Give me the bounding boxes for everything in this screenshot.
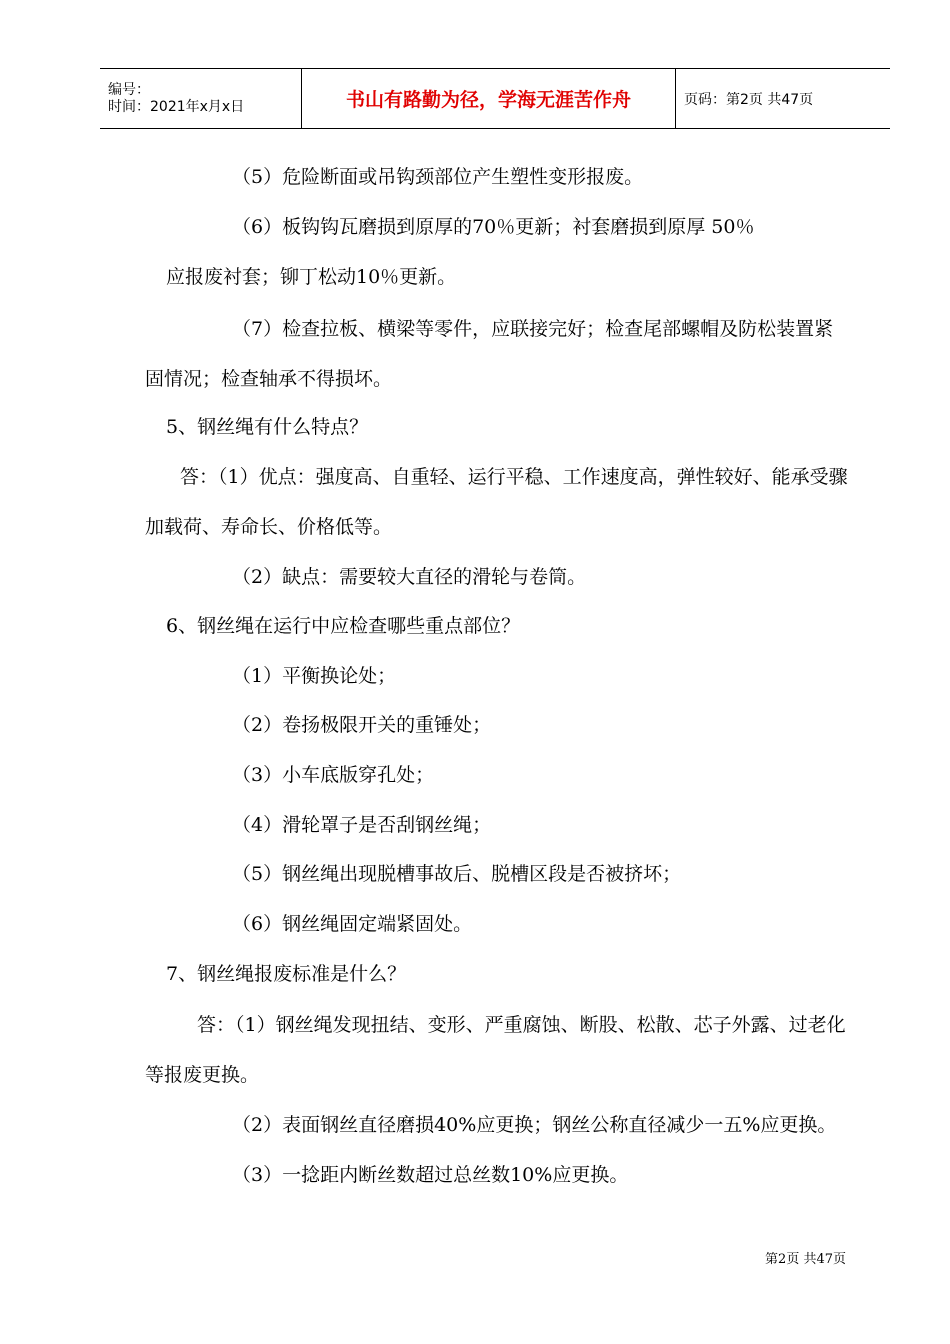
list-item: （1）平衡换论处； xyxy=(232,665,397,687)
header-motto: 书山有路勤为径，学海无涯苦作舟 xyxy=(302,69,676,128)
question-heading: 6、钢丝绳在运行中应检查哪些重点部位？ xyxy=(166,615,521,637)
time-label: 时间：2021年x月x日 xyxy=(108,98,245,115)
header-meta xyxy=(100,69,302,128)
paragraph-line: （3）一捻距内断丝数超过总丝数10%应更换。 xyxy=(232,1164,629,1186)
paragraph-line: （7）检查拉板、横梁等零件，应联接完好；检查尾部螺帽及防松装置紧 xyxy=(232,318,834,340)
paragraph-line: 等报废更换。 xyxy=(145,1064,260,1086)
paragraph-line: 答：（1）钢丝绳发现扭结、变形、严重腐蚀、断股、松散、芯子外露、过老化 xyxy=(197,1014,846,1036)
paragraph-line: （2）表面钢丝直径磨损40%应更换；钢丝公称直径减少一五%应更换。 xyxy=(232,1114,837,1136)
paragraph-line: （6）板钩钩瓦磨损到原厚的70％更新；衬套磨损到原厚 50％ xyxy=(232,216,755,238)
question-heading: 5、钢丝绳有什么特点？ xyxy=(166,416,369,438)
paragraph-line: （2）缺点：需要较大直径的滑轮与卷筒。 xyxy=(232,566,587,588)
page-header xyxy=(100,68,890,129)
paragraph-line: 加载荷、寿命长、价格低等。 xyxy=(145,516,393,538)
serial-label: 编号： xyxy=(108,81,150,98)
page-footer: 第2页 共47页 xyxy=(765,1252,846,1267)
paragraph-line: 答：（1）优点：强度高、自重轻、运行平稳、工作速度高，弹性较好、能承受骤 xyxy=(180,466,848,488)
question-heading: 7、钢丝绳报废标准是什么？ xyxy=(166,963,407,985)
paragraph-line: 固情况；检查轴承不得损坏。 xyxy=(145,368,393,390)
list-item: （5）钢丝绳出现脱槽事故后、脱槽区段是否被挤坏； xyxy=(232,863,682,885)
paragraph-line: （5）危险断面或吊钩颈部位产生塑性变形报废。 xyxy=(232,166,644,188)
list-item: （4）滑轮罩子是否刮钢丝绳； xyxy=(232,814,492,836)
list-item: （6）钢丝绳固定端紧固处。 xyxy=(232,913,473,935)
list-item: （3）小车底版穿孔处； xyxy=(232,764,435,786)
paragraph-line: 应报废衬套；铆丁松动10％更新。 xyxy=(166,266,457,288)
header-page-info: 页码：第2页 共47页 xyxy=(684,91,814,108)
list-item: （2）卷扬极限开关的重锤处； xyxy=(232,714,492,736)
